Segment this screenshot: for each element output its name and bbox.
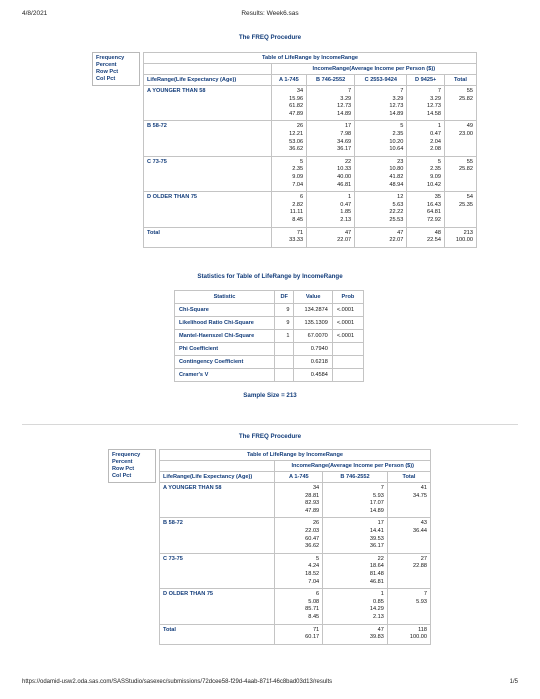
statistic-value: 67.0070 [294, 330, 332, 343]
cell-value: 0.85 [373, 598, 384, 605]
table-cell [407, 86, 445, 121]
statistics-table [174, 290, 364, 382]
footer-page-number: 1/5 [509, 679, 518, 685]
cell-value: 47 [377, 626, 384, 633]
legend-line: Col Pct [112, 473, 132, 479]
cell-value: 71 [296, 229, 304, 236]
table-cell [307, 192, 355, 227]
table-row [160, 624, 431, 644]
cell-value: 22.03 [305, 527, 320, 534]
cell-value: 46.81 [369, 578, 384, 585]
cell-value: 43 [420, 520, 427, 527]
legend-line: Percent [96, 62, 117, 68]
cell-value: 3.29 [340, 95, 352, 102]
cell-value: 22 [377, 555, 384, 562]
cell-value: 47.89 [289, 110, 304, 117]
cell-value: 40.00 [337, 173, 352, 180]
cell-value: 3.29 [430, 95, 441, 102]
column-header: A 1-745 [271, 75, 306, 86]
cell-value: 60.17 [305, 634, 320, 641]
cell-value: 48.94 [389, 181, 404, 188]
cell-value: 82.93 [305, 500, 320, 507]
table-cell [444, 86, 476, 121]
cell-value: 22.07 [337, 237, 352, 244]
column-header: A 1-745 [275, 472, 323, 483]
table-cell [307, 86, 355, 121]
cell-value: 25.82 [459, 95, 473, 102]
crosstab-table-1 [143, 52, 477, 248]
statistic-name: Likelihood Ratio Chi-Square [175, 317, 275, 330]
statistic-value: 0.7940 [294, 343, 332, 356]
cell-value: 47 [397, 229, 404, 236]
cell-value: 100.00 [409, 634, 427, 641]
cell-value: 5 [299, 158, 304, 165]
legend-line: Percent [112, 459, 133, 465]
table-row [160, 589, 431, 624]
cell-value: 33.33 [289, 237, 304, 244]
table-row [144, 192, 477, 227]
cell-value: 41 [420, 485, 427, 491]
section-divider [22, 424, 518, 425]
cell-value: 71 [312, 626, 320, 633]
cell-value: 1 [437, 123, 441, 130]
cell-value: 22.88 [413, 563, 427, 570]
statistic-value: 1 [274, 330, 294, 343]
cell-value: 25.35 [459, 201, 473, 208]
cell-value: 17.07 [369, 500, 384, 507]
table-cell [271, 156, 306, 191]
statistic-value [332, 356, 363, 369]
table-cell [387, 589, 430, 624]
table-cell [275, 589, 323, 624]
cell-value: 3.29 [392, 95, 404, 102]
table-cell [444, 227, 476, 247]
row-variable-header: LifeRange(Life Expectancy (Age)) [160, 472, 275, 483]
cell-value: 41.82 [389, 173, 404, 180]
cell-value: 36.62 [305, 543, 320, 550]
cell-value: 53.06 [289, 138, 304, 145]
cell-value: 25.82 [459, 166, 473, 173]
column-header: B 746-2552 [307, 75, 355, 86]
cell-value: 36.44 [413, 527, 427, 534]
cell-value: 22.22 [389, 209, 404, 216]
cell-value: 2.13 [340, 216, 352, 223]
cell-value: 5 [316, 555, 320, 562]
cell-value: 2.13 [373, 613, 384, 620]
statistic-value: <.0001 [332, 330, 363, 343]
legend-line: Row Pct [96, 69, 119, 75]
statistic-value: 0.4584 [294, 369, 332, 382]
cell-value: 26 [296, 123, 304, 130]
row-label: A YOUNGER THAN 58 [144, 86, 272, 121]
cell-value: 34 [312, 485, 320, 491]
column-group-header: IncomeRange(Average Income per Person ($)) [271, 64, 476, 75]
table-cell [355, 227, 407, 247]
table-cell [271, 86, 306, 121]
print-title: Results: Week6.sas [241, 10, 299, 17]
cell-value: 5.93 [416, 598, 427, 605]
cell-value: 27 [420, 555, 427, 562]
column-header: D 9425+ [407, 75, 445, 86]
cell-value: 34.75 [413, 492, 427, 499]
proc-title-2: The FREQ Procedure [238, 433, 302, 440]
legend-line: Frequency [96, 55, 125, 61]
row-variable-header: LifeRange(Life Expectancy (Age)) [144, 75, 272, 86]
table-cell [323, 553, 388, 588]
table-cell [407, 192, 445, 227]
table-cell [407, 156, 445, 191]
cell-value: 5 [437, 158, 441, 165]
cell-legend-2 [108, 449, 156, 483]
statistic-value: <.0001 [332, 317, 363, 330]
table-row [144, 86, 477, 121]
row-label: Total [144, 227, 272, 247]
cell-value: 46.81 [337, 181, 352, 188]
cell-value: 39.83 [369, 634, 384, 641]
table-cell [271, 192, 306, 227]
column-header: B 746-2552 [323, 472, 388, 483]
legend-line: Row Pct [112, 466, 135, 472]
cell-value: 55 [466, 158, 473, 165]
cell-value: 11.11 [289, 209, 304, 216]
blank-corner [144, 64, 272, 75]
table-cell [275, 483, 323, 518]
stats-column-header: DF [274, 291, 294, 304]
column-header: Total [387, 472, 430, 483]
table-row [175, 304, 364, 317]
statistic-value [274, 369, 294, 382]
statistic-name: Cramer's V [175, 369, 275, 382]
table-cell [275, 518, 323, 553]
cell-value: 14.29 [369, 606, 384, 613]
cell-value: 0.47 [430, 130, 441, 137]
row-label: D OLDER THAN 75 [160, 589, 275, 624]
cell-value: 18.52 [305, 570, 320, 577]
statistic-value [332, 343, 363, 356]
statistic-value [274, 343, 294, 356]
cell-value: 2.08 [430, 146, 441, 153]
cell-value: 85.71 [305, 606, 320, 613]
row-label: B 58-72 [160, 518, 275, 553]
table-cell [407, 227, 445, 247]
cell-value: 22.07 [389, 237, 404, 244]
table-row [175, 356, 364, 369]
cell-value: 9.09 [430, 173, 441, 180]
stats-column-header: Value [294, 291, 332, 304]
cell-value: 36.17 [337, 146, 352, 153]
table-cell [444, 121, 476, 156]
cell-value: 61.82 [289, 103, 304, 110]
table-cell [323, 624, 388, 644]
cell-value: 2.35 [292, 166, 304, 173]
row-label: B 58-72 [144, 121, 272, 156]
cell-value: 1 [348, 194, 352, 201]
stats-column-header: Statistic [175, 291, 275, 304]
cell-value: 17 [377, 520, 384, 527]
statistic-value: 134.2874 [294, 304, 332, 317]
stats-column-header: Prob [332, 291, 363, 304]
cell-value: 17 [344, 123, 352, 130]
cell-value: 39.53 [369, 535, 384, 542]
cell-value: 18.64 [369, 563, 384, 570]
column-header: C 2553-9424 [355, 75, 407, 86]
cell-value: 12.21 [289, 130, 304, 137]
cell-value: 28.81 [305, 492, 320, 499]
stats-title: Statistics for Table of LifeRange by IncomeRange [197, 273, 343, 280]
cell-value: 12.73 [389, 103, 404, 110]
cell-value: 118 [418, 626, 427, 633]
cell-value: 60.47 [305, 535, 320, 542]
row-label: C 73-75 [144, 156, 272, 191]
cell-value: 23.00 [459, 130, 473, 137]
cell-value: 81.48 [369, 570, 384, 577]
cell-value: 23 [397, 158, 404, 165]
table-cell [323, 483, 388, 518]
table-cell [275, 624, 323, 644]
row-label: D OLDER THAN 75 [144, 192, 272, 227]
crosstab-table-2 [159, 449, 431, 645]
cell-value: 14.89 [369, 507, 384, 514]
cell-value: 10.33 [337, 166, 352, 173]
table-cell [444, 192, 476, 227]
table-cell [407, 121, 445, 156]
cell-value: 1 [380, 591, 384, 598]
table-cell [275, 553, 323, 588]
cell-value: 7 [348, 88, 352, 94]
statistic-value: 9 [274, 304, 294, 317]
cell-value: 7.04 [292, 181, 304, 188]
cell-value: 7.98 [340, 130, 352, 137]
column-group-header: IncomeRange(Average Income per Person ($)) [275, 461, 431, 472]
cell-value: 5.93 [373, 492, 384, 499]
cell-value: 2.04 [430, 138, 441, 145]
cell-value: 26 [312, 520, 320, 527]
row-label: A YOUNGER THAN 58 [160, 483, 275, 518]
cell-value: 100.00 [455, 237, 473, 244]
table-cell [387, 483, 430, 518]
cell-value: 9.09 [292, 173, 304, 180]
statistic-name: Phi Coefficient [175, 343, 275, 356]
table-cell [355, 192, 407, 227]
cell-value: 54 [466, 194, 473, 201]
cell-value: 55 [466, 88, 473, 94]
cell-value: 22.54 [426, 237, 441, 244]
table-cell [307, 227, 355, 247]
cell-value: 47.89 [305, 507, 320, 514]
cell-legend-1 [92, 52, 140, 86]
table-cell [355, 86, 407, 121]
cell-value: 10.80 [389, 166, 404, 173]
proc-title-1: The FREQ Procedure [238, 34, 302, 41]
cell-value: 14.89 [337, 110, 352, 117]
cell-value: 10.20 [389, 138, 404, 145]
cell-value: 48 [434, 229, 441, 236]
print-date: 4/8/2021 [22, 10, 48, 17]
column-header: Total [444, 75, 476, 86]
table-cell [444, 156, 476, 191]
cell-value: 6 [316, 591, 320, 598]
cell-value: 6 [299, 194, 304, 201]
cell-value: 213 [463, 229, 473, 236]
table-cell [387, 553, 430, 588]
cell-value: 7 [437, 88, 441, 94]
table-cell [271, 121, 306, 156]
statistic-name: Chi-Square [175, 304, 275, 317]
table-title: Table of LifeRange by IncomeRange [160, 450, 431, 461]
statistic-name: Contingency Coefficient [175, 356, 275, 369]
table-cell [387, 624, 430, 644]
cell-value: 34 [296, 88, 304, 94]
cell-value: 14.89 [389, 110, 404, 117]
table-row [175, 330, 364, 343]
cell-value: 10.64 [389, 146, 404, 153]
cell-value: 7 [400, 88, 404, 94]
statistic-value [274, 356, 294, 369]
cell-value: 34.69 [337, 138, 352, 145]
table-row [160, 483, 431, 518]
cell-value: 64.81 [426, 209, 441, 216]
statistic-value [332, 369, 363, 382]
cell-value: 7 [380, 485, 384, 491]
row-label: Total [160, 624, 275, 644]
cell-value: 36.17 [369, 543, 384, 550]
cell-value: 16.43 [426, 201, 441, 208]
table-row [144, 156, 477, 191]
table-cell [307, 156, 355, 191]
cell-value: 5.63 [392, 201, 404, 208]
cell-value: 49 [466, 123, 473, 130]
statistic-value: 135.1309 [294, 317, 332, 330]
statistic-value: <.0001 [332, 304, 363, 317]
legend-line: Col Pct [96, 76, 116, 82]
table-cell [355, 121, 407, 156]
table-row [175, 343, 364, 356]
table-cell [307, 121, 355, 156]
legend-line: Frequency [112, 452, 141, 458]
cell-value: 12 [397, 194, 404, 201]
table-row [160, 518, 431, 553]
cell-value: 25.53 [389, 216, 404, 223]
cell-value: 4.24 [308, 563, 320, 570]
sample-size: Sample Size = 213 [243, 392, 297, 399]
cell-value: 22 [344, 158, 352, 165]
cell-value: 14.41 [369, 527, 384, 534]
statistic-value: 0.6218 [294, 356, 332, 369]
table-cell [387, 518, 430, 553]
cell-value: 72.92 [426, 216, 441, 223]
table-cell [271, 227, 306, 247]
table-row [160, 553, 431, 588]
cell-value: 7.04 [308, 578, 320, 585]
footer-url: https://odamid-usw2.oda.sas.com/SASStudio/sasexec/submissions/72dcee58-f29d-4aab-871f-46c8bad03d13/results [22, 679, 333, 685]
cell-value: 0.47 [340, 201, 352, 208]
statistic-name: Mantel-Haenszel Chi-Square [175, 330, 275, 343]
table-cell [323, 518, 388, 553]
table-row [175, 369, 364, 382]
table-cell [355, 156, 407, 191]
cell-value: 15.96 [289, 95, 304, 102]
row-label: C 73-75 [160, 553, 275, 588]
cell-value: 2.35 [430, 166, 441, 173]
cell-value: 36.62 [289, 146, 304, 153]
table-row [144, 121, 477, 156]
table-title: Table of LifeRange by IncomeRange [144, 53, 477, 64]
cell-value: 7 [423, 591, 427, 598]
cell-value: 5 [400, 123, 404, 130]
table-cell [323, 589, 388, 624]
cell-value: 5.08 [308, 598, 320, 605]
cell-value: 12.73 [337, 103, 352, 110]
cell-value: 8.45 [292, 216, 304, 223]
cell-value: 14.58 [426, 110, 441, 117]
cell-value: 10.42 [426, 181, 441, 188]
statistic-value: 9 [274, 317, 294, 330]
table-row [144, 227, 477, 247]
table-row [175, 317, 364, 330]
blank-corner [160, 461, 275, 472]
cell-value: 47 [344, 229, 352, 236]
cell-value: 2.35 [392, 130, 404, 137]
cell-value: 1.85 [340, 209, 352, 216]
cell-value: 12.73 [426, 103, 441, 110]
cell-value: 35 [434, 194, 441, 201]
cell-value: 2.82 [292, 201, 304, 208]
cell-value: 8.45 [308, 613, 320, 620]
